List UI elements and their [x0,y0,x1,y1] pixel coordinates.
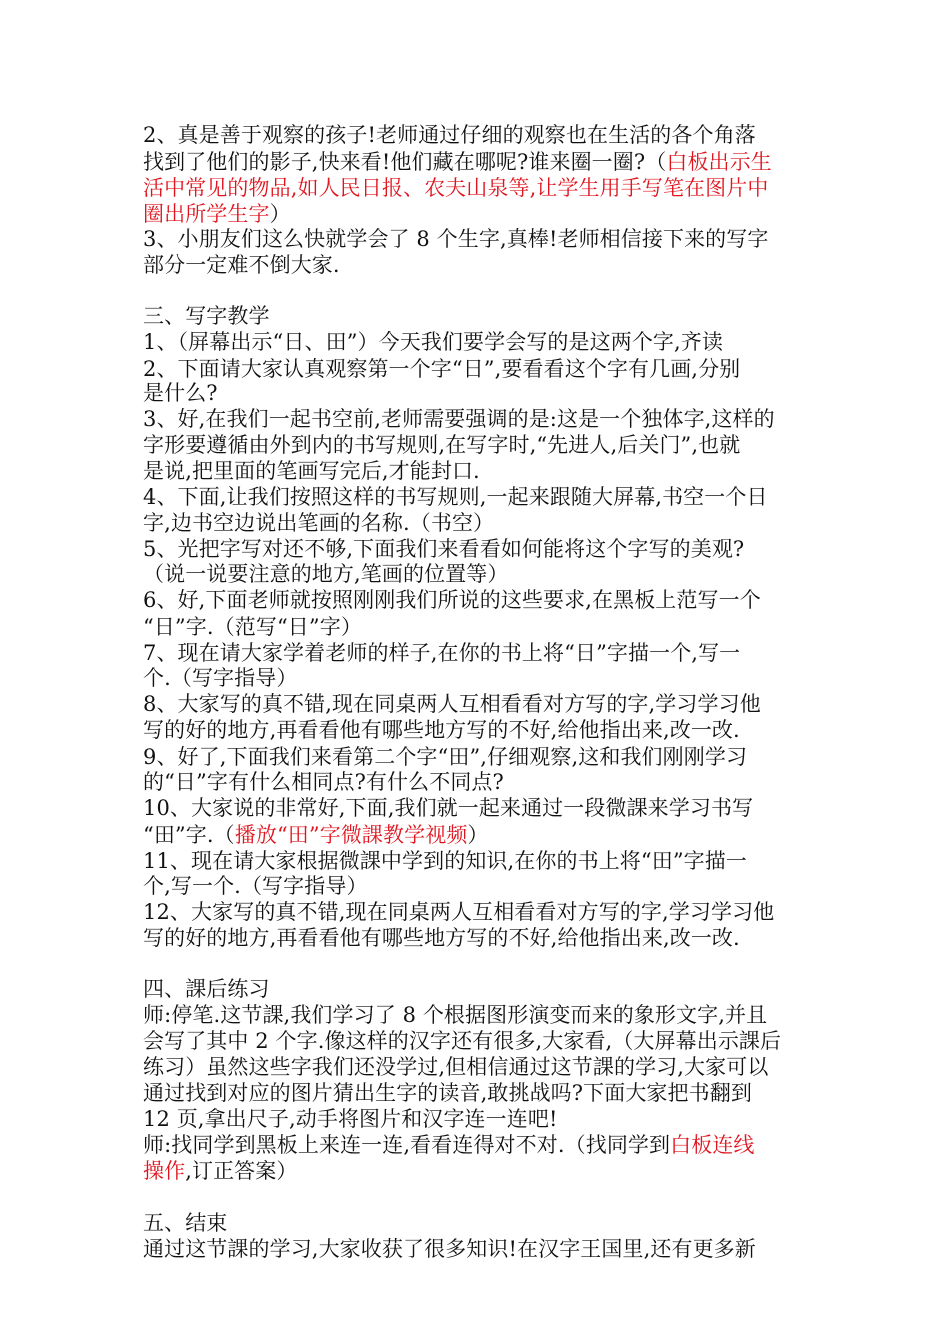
text-line-s2-3 [143,175,813,201]
text-line-w3-2 [143,432,813,458]
text-segment: ） [269,202,291,226]
text-segment: “田”字.（ [143,823,235,847]
text-segment: “日”字.（范写“日”字） [143,615,362,639]
text-segment: 练习）虽然这些字我们还没学过,但相信通过这节課的学习,大家可以 [143,1055,769,1079]
text-line-p1-2 [143,1028,813,1054]
text-line-h3 [143,303,813,329]
text-segment: 活中常见的物品,如人民日报、农夫山泉等,让学生用手写笔在图片中 [143,176,769,200]
text-line-w10-2 [143,822,813,848]
text-segment: 会写了其中 2 个字.像这样的汉字还有很多,大家看,（大屏幕出示課后 [143,1029,782,1053]
text-line-w11-2 [143,873,813,899]
text-line-w5-2 [143,561,813,587]
text-line-s2-2 [143,149,813,175]
text-line-e1 [143,1236,813,1262]
text-line-w4-1 [143,484,813,510]
text-segment: 找到了他们的影子,快来看!他们藏在哪呢?谁来圈一圈?（ [143,150,667,174]
text-segment: 师:停笔.这节課,我们学习了 8 个根据图形演变而来的象形文字,并且 [143,1003,768,1027]
text-segment: 圈出所学生字 [143,202,270,226]
text-line-w1 [143,329,813,355]
text-line-p2-1 [143,1132,813,1158]
text-segment: ,订正答案） [185,1159,298,1183]
text-line-w8-2 [143,717,813,743]
text-segment: 个,写一个.（写字指导） [143,874,368,898]
text-line-w7-2 [143,665,813,691]
text-segment: ） [467,823,489,847]
text-line-w3-3 [143,458,813,484]
text-line-w9-2 [143,769,813,795]
text-segment: 2、真是善于观察的孩子!老师通过仔细的观察也在生活的各个角落 [143,123,756,147]
text-segment: 2、下面请大家认真观察第一个字“日”,要看看这个字有几画,分别 [143,357,741,381]
text-segment: 3、好,在我们一起书空前,老师需要强调的是:这是一个独体字,这样的 [143,407,775,431]
text-segment: 写的好的地方,再看看他有哪些地方写的不好,给他指出来,改一改. [143,926,740,950]
text-segment: 字,边书空边说出笔画的名称.（书空） [143,511,495,535]
text-line-w8-1 [143,691,813,717]
text-line-h5 [143,1210,813,1236]
text-line-w6-2 [143,614,813,640]
text-segment: 师:找同学到黑板上来连一连,看看连得对不对.（找同学到 [143,1133,671,1157]
text-segment: 操作 [143,1159,186,1183]
text-segment: 播放“田”字微課教学视频 [234,823,468,847]
text-segment: 12、大家写的真不错,现在同桌两人互相看看对方写的字,学习学习他 [143,900,775,924]
text-segment: 通过找到对应的图片猜出生字的读音,敢挑战吗?下面大家把书翻到 [143,1081,752,1105]
text-line-w10-1 [143,795,813,821]
text-line-w3-1 [143,406,813,432]
text-segment: 的“日”字有什么相同点?有什么不同点? [143,770,504,794]
text-segment: 11、现在请大家根据微課中学到的知识,在你的书上将“田”字描一 [143,849,747,873]
text-segment: 9、好了,下面我们来看第二个字“田”,仔细观察,这和我们刚刚学习 [143,745,748,769]
text-segment: 三、写字教学 [143,304,270,328]
text-segment: 是什么? [143,381,218,405]
text-line-w12-2 [143,925,813,951]
text-line-p1-1 [143,1002,813,1028]
text-segment: 通过这节課的学习,大家收获了很多知识!在汉字王国里,还有更多新 [143,1237,756,1261]
text-line-p1-4 [143,1080,813,1106]
text-segment: 5、光把字写对还不够,下面我们来看看如何能将这个字写的美观? [143,537,745,561]
text-segment: 部分一定难不倒大家. [143,253,340,277]
text-line-w6-1 [143,587,813,613]
text-segment: 10、大家说的非常好,下面,我们就一起来通过一段微課来学习书写 [143,796,754,820]
text-segment: 五、结束 [143,1211,228,1235]
text-line-w7-1 [143,640,813,666]
text-segment: 8、大家写的真不错,现在同桌两人互相看看对方写的字,学习学习他 [143,692,761,716]
text-segment: 是说,把里面的笔画写完后,才能封口. [143,459,480,483]
text-segment: 字形要遵循由外到内的书写规则,在写字时,“先进人,后关门”,也就 [143,433,741,457]
text-line-s3-1 [143,226,813,252]
text-segment: 1、（屏幕出示“日、田”）今天我们要学会写的是这两个字,齐读 [143,330,724,354]
text-line-p1-5 [143,1106,813,1132]
text-line-s3-2 [143,252,813,278]
text-line-w9-1 [143,744,813,770]
text-line-p1-3 [143,1054,813,1080]
text-segment: 3、小朋友们这么快就学会了 8 个生字,真棒!老师相信接下来的写字 [143,227,769,251]
text-line-s2-1 [143,122,813,148]
text-segment: 6、好,下面老师就按照刚刚我们所说的这些要求,在黑板上范写一个 [143,588,761,612]
text-line-h4 [143,976,813,1002]
text-line-w12-1 [143,899,813,925]
text-line-w2-1 [143,356,813,382]
text-line-p2-2 [143,1158,813,1184]
text-line-w4-2 [143,510,813,536]
text-line-s2-4 [143,201,813,227]
text-segment: （说一说要注意的地方,笔画的位置等） [143,562,509,586]
text-line-w5-1 [143,536,813,562]
text-segment: 白板出示生 [666,150,772,174]
text-segment: 12 页,拿出尺子,动手将图片和汉字连一连吧! [143,1107,558,1131]
text-segment: 个.（写字指导） [143,666,298,690]
text-line-w2-2 [143,380,813,406]
text-segment: 4、下面,让我们按照这样的书写规则,一起来跟随大屏幕,书空一个日 [143,485,768,509]
text-segment: 7、现在请大家学着老师的样子,在你的书上将“日”字描一个,写一 [143,641,741,665]
text-segment: 写的好的地方,再看看他有哪些地方写的不好,给他指出来,改一改. [143,718,740,742]
text-segment: 四、課后练习 [143,977,270,1001]
text-segment: 白板连线 [670,1133,755,1157]
text-line-w11-1 [143,848,813,874]
